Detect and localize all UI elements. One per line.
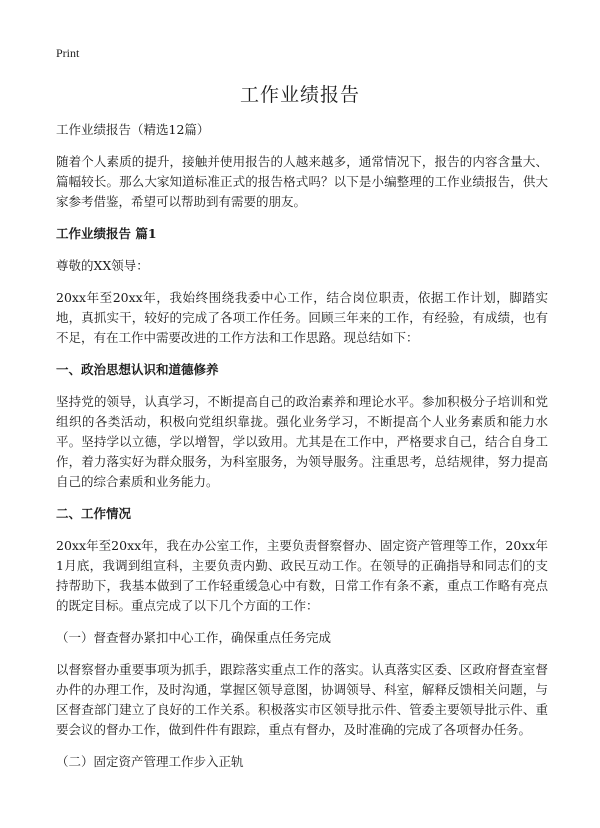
- intro-paragraph: 随着个人素质的提升，接触并使用报告的人越来越多，通常情况下，报告的内容含量大、篇幅较长。那么大家知道标准正式的报告格式吗？以下是小编整理的工作业绩报告，供大家参考借鉴，希望可以帮助到有需要的朋友。: [56, 154, 548, 209]
- salutation: 尊敬的XX领导：: [56, 258, 149, 273]
- subsection1-heading: （一）督查督办紧扣中心工作，确保重点任务完成: [56, 630, 332, 645]
- section2-paragraph: 20xx年至20xx年，我在办公室工作，主要负责督察督办、固定资产管理等工作，20xx年1月底，我调到组宣科，主要负责内勤、政民互动工作。在领导的正确指导和同志们的支持帮助下，我基本做到了工作轻重缓急心中有数，日常工作有条不紊，重点工作略有亮点的既定目标。重点完成了以下几个方面的工作：: [56, 538, 548, 613]
- section1-paragraph: 坚持党的领导，认真学习，不断提高自己的政治素养和理论水平。参加积极分子培训和党组织的各类活动，积极向党组织靠拢。强化业务学习，不断提高个人业务素质和能力水平。坚持学以立德，学以增智，学以致用。尤其是在工作中，严格要求自己，结合自身工作，着力落实好为群众服务，为科室服务，为领导服务。注重思考，总结规律，努力提高自己的综合素质和业务能力。: [56, 394, 548, 489]
- section2-heading: 二、工作情况: [56, 506, 132, 521]
- subsection1-paragraph: 以督察督办重要事项为抓手，跟踪落实重点工作的落实。认真落实区委、区政府督查室督办件的办理工作，及时沟通，掌握区领导意图，协调领导、科室，解释反馈相关问题，与区督查部门建立了良好的工作关系。积极落实市区领导批示件、管委主要领导批示件、重要会议的督办工作，做到件件有跟踪，重点有督办，及时准确的完成了各项督办任务。: [56, 662, 548, 737]
- document-subtitle: 工作业绩报告（精选12篇）: [56, 122, 210, 137]
- subsection2-heading: （二）固定资产管理工作步入正轨: [56, 754, 244, 769]
- opening-paragraph: 20xx年至20xx年，我始终围绕我委中心工作，结合岗位职责，依据工作计划，脚踏实地，真抓实干，较好的完成了各项工作任务。回顾三年来的工作，有经验，有成绩，也有不足，有在工作中需要改进的工作方法和工作思路。现总结如下：: [56, 290, 548, 345]
- document-title: 工作业绩报告: [239, 84, 360, 106]
- section1-heading: 一、政治思想认识和道德修养: [56, 362, 219, 377]
- print-label: Print: [56, 46, 80, 60]
- article-heading: 工作业绩报告 篇1: [56, 226, 157, 241]
- document-body: [56, 120, 548, 784]
